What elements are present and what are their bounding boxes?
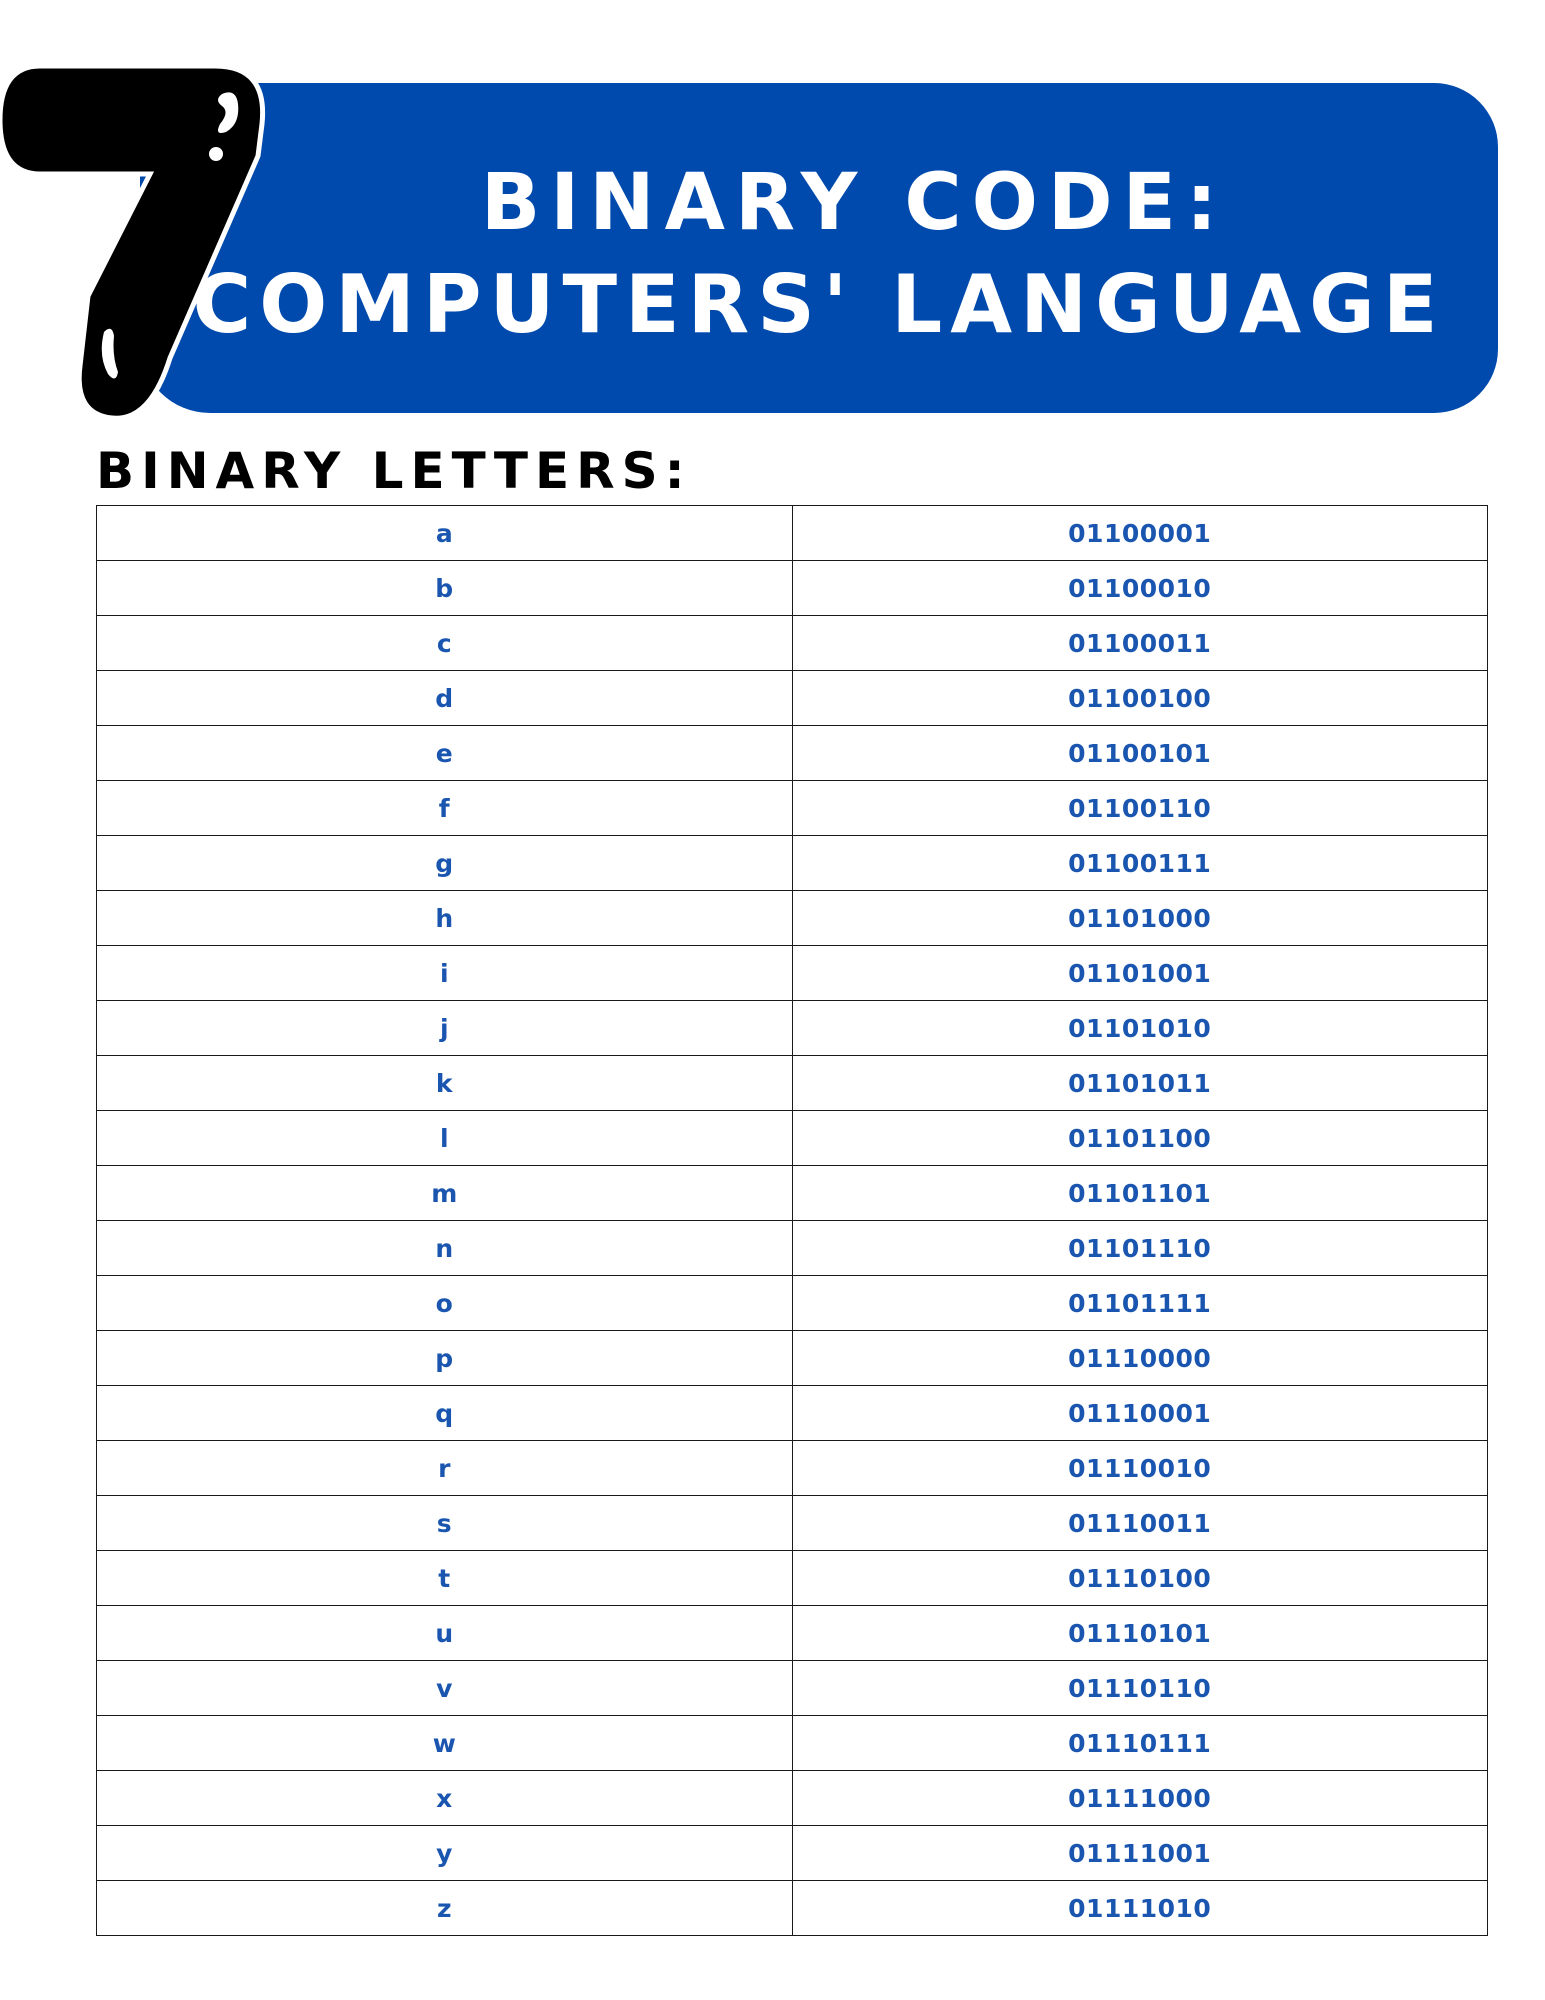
table-row (97, 1551, 1488, 1606)
table-row (97, 671, 1488, 726)
table-row (97, 1881, 1488, 1936)
binary-code-cell: 01110100 (792, 1551, 1488, 1606)
table-row (97, 1716, 1488, 1771)
binary-table-body (97, 506, 1488, 1936)
letter-cell: e (97, 726, 793, 781)
table-row (97, 1221, 1488, 1276)
binary-code-cell: 01101011 (792, 1056, 1488, 1111)
binary-code-cell: 01100011 (792, 616, 1488, 671)
binary-code-cell: 01100101 (792, 726, 1488, 781)
table-row (97, 946, 1488, 1001)
letter-cell: l (97, 1111, 793, 1166)
table-row (97, 891, 1488, 946)
letter-cell: o (97, 1276, 793, 1331)
binary-code-cell: 01101111 (792, 1276, 1488, 1331)
section-heading: BINARY LETTERS: (96, 442, 692, 500)
table-row (97, 1331, 1488, 1386)
binary-code-cell: 01111001 (792, 1826, 1488, 1881)
seven-badge-digit: 7 (0, 66, 1, 67)
letter-cell: f (97, 781, 793, 836)
binary-code-cell: 01101000 (792, 891, 1488, 946)
table-row (97, 1056, 1488, 1111)
table-row (97, 1606, 1488, 1661)
binary-code-cell: 01101101 (792, 1166, 1488, 1221)
letter-cell: w (97, 1716, 793, 1771)
table-row (97, 781, 1488, 836)
table-row (97, 1111, 1488, 1166)
table-row (97, 1661, 1488, 1716)
binary-letters-table (96, 505, 1488, 1936)
letter-cell: r (97, 1441, 793, 1496)
binary-code-cell: 01100111 (792, 836, 1488, 891)
letter-cell: g (97, 836, 793, 891)
binary-code-cell: 01101001 (792, 946, 1488, 1001)
letter-cell: u (97, 1606, 793, 1661)
binary-code-cell: 01101100 (792, 1111, 1488, 1166)
table-row (97, 726, 1488, 781)
table-row (97, 1166, 1488, 1221)
letter-cell: q (97, 1386, 793, 1441)
binary-code-cell: 01100100 (792, 671, 1488, 726)
table-row (97, 1441, 1488, 1496)
letter-cell: x (97, 1771, 793, 1826)
table-row (97, 1276, 1488, 1331)
letter-cell: h (97, 891, 793, 946)
table-row (97, 836, 1488, 891)
binary-code-cell: 01100001 (792, 506, 1488, 561)
letter-cell: n (97, 1221, 793, 1276)
binary-code-cell: 01100010 (792, 561, 1488, 616)
page-title-line-2: COMPUTERS' LANGUAGE (192, 258, 1446, 351)
binary-code-cell: 01110101 (792, 1606, 1488, 1661)
page-title-line-1: BINARY CODE: (480, 158, 1228, 248)
binary-code-cell: 01101010 (792, 1001, 1488, 1056)
letter-cell: d (97, 671, 793, 726)
table-row (97, 1001, 1488, 1056)
letter-cell: c (97, 616, 793, 671)
binary-code-cell: 01110001 (792, 1386, 1488, 1441)
title-banner (140, 83, 1498, 413)
letter-cell: v (97, 1661, 793, 1716)
table-row (97, 1386, 1488, 1441)
binary-code-cell: 01111000 (792, 1771, 1488, 1826)
letter-cell: y (97, 1826, 793, 1881)
binary-code-cell: 01110010 (792, 1441, 1488, 1496)
letter-cell: z (97, 1881, 793, 1936)
letter-cell: m (97, 1166, 793, 1221)
binary-code-cell: 01110000 (792, 1331, 1488, 1386)
letter-cell: s (97, 1496, 793, 1551)
table-row (97, 616, 1488, 671)
letter-cell: t (97, 1551, 793, 1606)
letter-cell: i (97, 946, 793, 1001)
table-row (97, 1771, 1488, 1826)
letter-cell: p (97, 1331, 793, 1386)
binary-code-cell: 01110111 (792, 1716, 1488, 1771)
binary-code-cell: 01110011 (792, 1496, 1488, 1551)
letter-cell: a (97, 506, 793, 561)
table-row (97, 1496, 1488, 1551)
table-row (97, 1826, 1488, 1881)
binary-code-cell: 01110110 (792, 1661, 1488, 1716)
binary-code-cell: 01101110 (792, 1221, 1488, 1276)
binary-code-cell: 01100110 (792, 781, 1488, 836)
letter-cell: k (97, 1056, 793, 1111)
letter-cell: j (97, 1001, 793, 1056)
table-row (97, 561, 1488, 616)
table-row (97, 506, 1488, 561)
letter-cell: b (97, 561, 793, 616)
binary-code-cell: 01111010 (792, 1881, 1488, 1936)
